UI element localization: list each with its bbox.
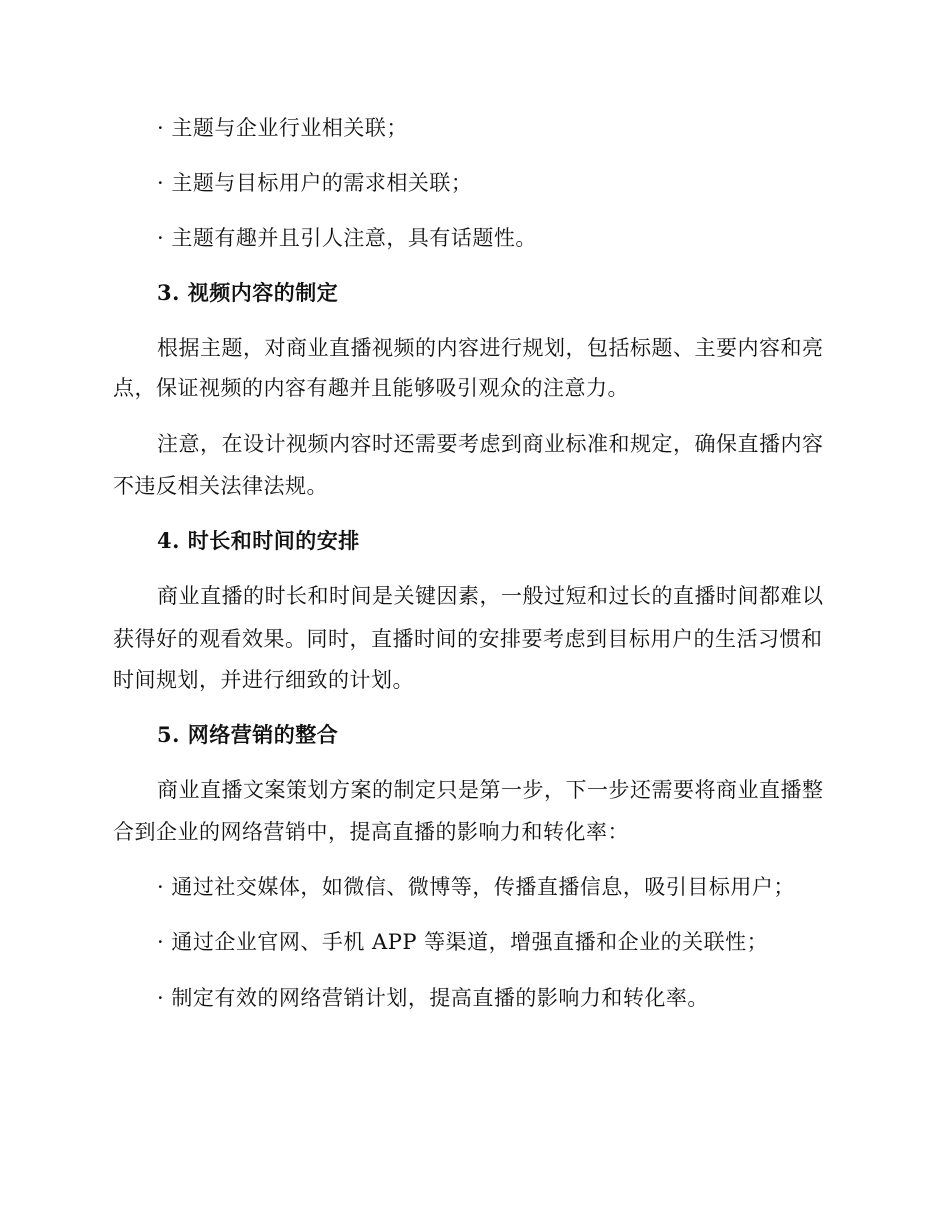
paragraph-line: 时间规划，并进行细致的计划。 bbox=[113, 668, 414, 692]
section-heading: 5. 网络营销的整合 bbox=[157, 722, 339, 747]
paragraph-line: 不违反相关法律法规。 bbox=[113, 474, 328, 498]
section-heading: 4. 时长和时间的安排 bbox=[157, 528, 360, 553]
paragraph-line: 注意，在设计视频内容时还需要考虑到商业标准和规定，确保直播内容 bbox=[157, 432, 824, 456]
section-heading: 3. 视频内容的制定 bbox=[157, 280, 339, 305]
paragraph-line: 商业直播的时长和时间是关键因素，一般过短和过长的直播时间都难以 bbox=[157, 584, 824, 608]
bullet-item: · 主题与企业行业相关联； bbox=[157, 116, 408, 140]
paragraph-line: 点，保证视频的内容有趣并且能够吸引观众的注意力。 bbox=[113, 376, 629, 400]
paragraph-line: 获得好的观看效果。同时，直播时间的安排要考虑到目标用户的生活习惯和 bbox=[113, 627, 823, 651]
paragraph-line: 合到企业的网络营销中，提高直播的影响力和转化率： bbox=[113, 820, 629, 844]
paragraph-line: 根据主题，对商业直播视频的内容进行规划，包括标题、主要内容和亮 bbox=[157, 336, 824, 360]
bullet-item: · 主题与目标用户的需求相关联； bbox=[157, 171, 473, 195]
bullet-item: · 制定有效的网络营销计划，提高直播的影响力和转化率。 bbox=[157, 986, 709, 1010]
bullet-item: · 主题有趣并且引人注意，具有话题性。 bbox=[157, 226, 537, 250]
bullet-item: · 通过企业官网、手机 APP 等渠道，增强直播和企业的关联性； bbox=[157, 930, 769, 954]
paragraph-line: 商业直播文案策划方案的制定只是第一步，下一步还需要将商业直播整 bbox=[157, 778, 824, 802]
bullet-item: · 通过社交媒体，如微信、微博等，传播直播信息，吸引目标用户； bbox=[157, 875, 795, 899]
